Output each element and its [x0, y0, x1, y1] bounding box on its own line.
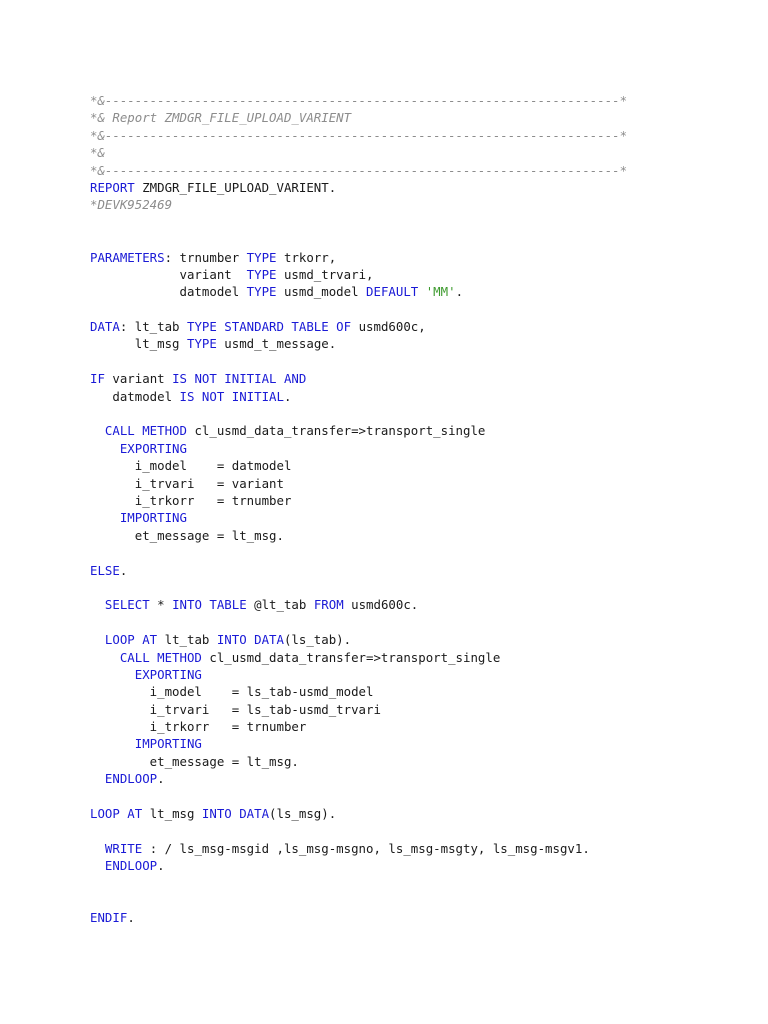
code-keyword: INTO TABLE: [172, 597, 255, 613]
code-keyword: REPORT: [90, 179, 143, 195]
code-keyword: LOOP AT: [90, 806, 150, 822]
code-text: i_trkorr = trnumber: [90, 492, 292, 508]
code-text: usmd600c.: [351, 597, 419, 613]
code-keyword: CALL METHOD: [90, 423, 195, 439]
code-text: *: [157, 597, 173, 613]
code-line: [90, 231, 650, 248]
code-text: .: [455, 284, 464, 300]
code-line: [90, 840, 650, 857]
code-comment: *&---------------------------------------------------------------------*: [90, 162, 628, 178]
code-text: et_message = lt_msg.: [90, 753, 299, 769]
code-text: .: [157, 858, 165, 874]
code-text: : lt_tab: [119, 319, 187, 335]
code-text: variant: [90, 266, 247, 282]
code-line: [90, 701, 650, 718]
code-text: (ls_msg).: [269, 806, 337, 822]
code-listing: [90, 92, 650, 927]
code-line: [90, 179, 650, 196]
code-text: variant: [112, 371, 173, 387]
code-line: [90, 735, 650, 752]
code-keyword: TYPE: [246, 284, 284, 300]
code-text: usmd_model: [283, 284, 367, 300]
code-line: [90, 596, 650, 613]
code-keyword: PARAMETERS: [90, 249, 165, 265]
code-comment: *&: [90, 145, 105, 161]
code-text: i_model = datmodel: [90, 458, 292, 474]
code-line: [90, 875, 650, 892]
code-text: lt_tab: [164, 632, 217, 648]
code-line: [90, 562, 650, 579]
code-comment: *&---------------------------------------------------------------------*: [90, 93, 628, 108]
code-text: (ls_tab).: [283, 632, 352, 648]
code-text: : / ls_msg-msgid ,ls_msg-msgno, ls_msg-msgty, ls_msg-msgv1.: [149, 840, 590, 856]
code-keyword: FROM: [313, 597, 352, 613]
code-text: lt_msg: [90, 336, 187, 352]
code-keyword: IMPORTING: [90, 736, 202, 752]
code-line: [90, 162, 650, 179]
code-text: cl_usmd_data_transfer=>transport_single: [194, 423, 486, 439]
code-text: cl_usmd_data_transfer=>transport_single: [209, 649, 501, 665]
code-line: [90, 509, 650, 526]
code-line: [90, 283, 650, 300]
code-line: [90, 301, 650, 318]
code-line: [90, 92, 650, 109]
code-keyword: IMPORTING: [90, 510, 187, 526]
code-comment: *&---------------------------------------------------------------------*: [90, 127, 628, 143]
code-text: lt_msg: [149, 806, 202, 822]
code-text: .: [127, 910, 135, 926]
code-keyword: CALL METHOD: [90, 649, 210, 665]
code-string: 'MM': [425, 284, 456, 300]
code-line: [90, 753, 650, 770]
code-line: [90, 370, 650, 387]
code-keyword: EXPORTING: [90, 666, 202, 682]
code-line: [90, 475, 650, 492]
code-line: [90, 249, 650, 266]
code-keyword: IS NOT INITIAL: [179, 388, 284, 404]
code-line: [90, 440, 650, 457]
code-line: [90, 770, 650, 787]
code-text: : trnumber: [164, 249, 247, 265]
code-line: [90, 649, 650, 666]
code-line: [90, 666, 650, 683]
code-line: [90, 579, 650, 596]
code-keyword: DATA: [90, 319, 120, 335]
code-line: [90, 718, 650, 735]
code-text: .: [157, 771, 165, 787]
code-text: ZMDGR_FILE_UPLOAD_VARIENT.: [142, 179, 337, 195]
code-line: [90, 109, 650, 126]
code-keyword: ENDLOOP: [90, 858, 158, 874]
code-keyword: TYPE: [246, 249, 284, 265]
code-line: [90, 388, 650, 405]
code-line: [90, 214, 650, 231]
code-keyword: TYPE: [246, 266, 284, 282]
code-text: datmodel: [90, 284, 247, 300]
code-line: [90, 527, 650, 544]
code-keyword: DEFAULT: [366, 284, 426, 300]
code-text: usmd_trvari,: [283, 266, 374, 282]
code-line: [90, 422, 650, 439]
code-keyword: INTO DATA: [201, 806, 270, 822]
code-text: usmd600c,: [358, 319, 426, 335]
code-keyword: IF: [90, 371, 113, 387]
code-line: [90, 127, 650, 144]
code-line: [90, 909, 650, 926]
code-text: i_trkorr = trnumber: [90, 719, 307, 735]
code-keyword: IS NOT INITIAL AND: [172, 371, 307, 387]
code-line: [90, 335, 650, 352]
code-keyword: WRITE: [90, 840, 150, 856]
code-line: [90, 822, 650, 839]
code-text: datmodel: [90, 388, 180, 404]
code-text: i_model = ls_tab-usmd_model: [90, 684, 374, 700]
code-line: [90, 353, 650, 370]
code-line: [90, 196, 650, 213]
code-line: [90, 544, 650, 561]
code-line: [90, 805, 650, 822]
code-line: [90, 857, 650, 874]
code-text: .: [283, 388, 292, 404]
code-keyword: ELSE: [90, 562, 120, 578]
code-text: trkorr,: [283, 249, 337, 265]
code-comment: *& Report ZMDGR_FILE_UPLOAD_VARIENT: [90, 110, 352, 126]
code-text: usmd_t_message.: [224, 336, 337, 352]
code-keyword: ENDLOOP: [90, 771, 158, 787]
code-keyword: ENDIF: [90, 910, 128, 926]
code-line: [90, 492, 650, 509]
code-keyword: TYPE: [186, 336, 225, 352]
code-line: [90, 631, 650, 648]
code-text: @lt_tab: [254, 597, 314, 613]
code-keyword: SELECT: [90, 597, 158, 613]
code-keyword: LOOP AT: [90, 632, 165, 648]
code-line: [90, 892, 650, 909]
code-comment: *DEVK952469: [90, 197, 173, 213]
code-line: [90, 405, 650, 422]
code-line: [90, 318, 650, 335]
code-line: [90, 614, 650, 631]
code-text: i_trvari = ls_tab-usmd_trvari: [90, 701, 381, 717]
code-line: [90, 144, 650, 161]
code-line: [90, 457, 650, 474]
code-line: [90, 788, 650, 805]
code-keyword: INTO DATA: [216, 632, 284, 648]
code-text: i_trvari = variant: [90, 475, 284, 491]
code-keyword: TYPE STANDARD TABLE OF: [186, 319, 359, 335]
code-text: .: [119, 562, 128, 578]
code-keyword: EXPORTING: [90, 440, 187, 456]
code-line: [90, 266, 650, 283]
code-line: [90, 683, 650, 700]
code-text: et_message = lt_msg.: [90, 527, 284, 543]
